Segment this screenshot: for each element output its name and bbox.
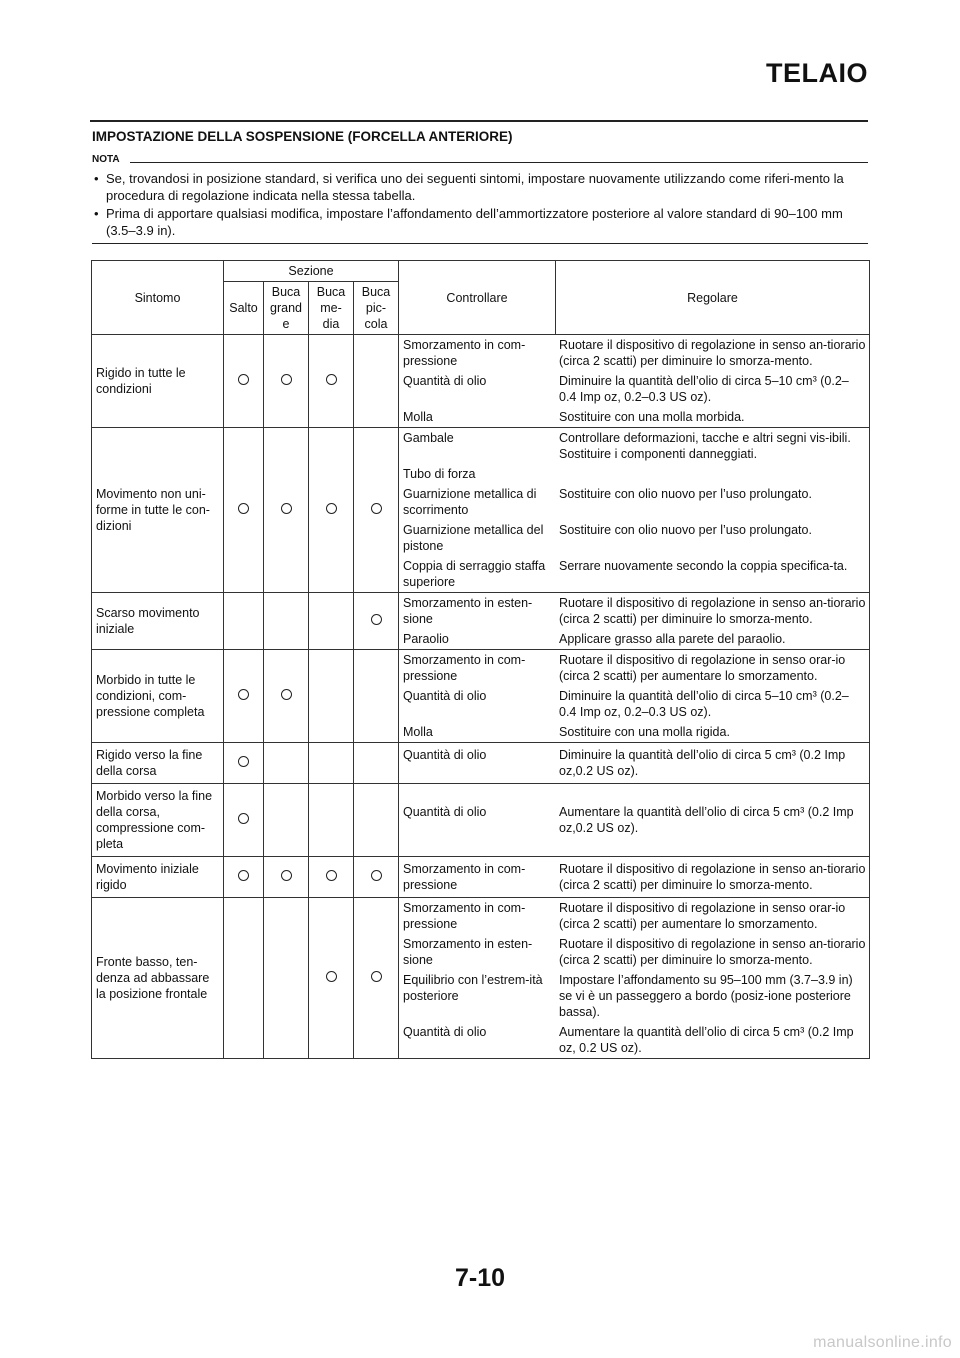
check-regolare: Ruotare il dispositivo di regolazione in senso an-tiorario (circa 2 scatti) per diminuire lo smorza-mento.: [559, 596, 866, 626]
header-buca-media: Buca me- dia: [309, 282, 354, 335]
check-item: [399, 898, 869, 934]
circle-mark-icon: [281, 374, 292, 385]
check-item: [399, 428, 869, 464]
section-mark-cell: [264, 428, 309, 593]
section-mark-cell: [309, 898, 354, 1059]
check-item: [399, 934, 869, 970]
header-controllare: Controllare: [399, 261, 556, 335]
check-item: [399, 464, 869, 484]
check-controllare: Molla: [403, 410, 433, 424]
section-mark-cell: [224, 784, 264, 857]
checks-cell: [399, 593, 870, 650]
section-mark-cell: [264, 743, 309, 784]
section-mark-cell: [354, 650, 399, 743]
check-controllare: Equilibrio con l’estrem-ità posteriore: [403, 973, 543, 1003]
check-controllare: Quantità di olio: [403, 374, 487, 388]
page-number: 7-10: [454, 1264, 506, 1292]
check-controllare: Quantità di olio: [403, 805, 487, 819]
check-regolare: Sostituire con olio nuovo per l’uso prolungato.: [559, 523, 812, 537]
circle-mark-icon: [326, 503, 337, 514]
note-item: • Se, trovandosi in posizione standard, si verifica uno dei seguenti sintomi, impostare nuovamente utilizzando come riferi-mento la procedura di regolazione indicata nella stessa tabella.: [92, 170, 868, 204]
note-item: • Prima di apportare qualsiasi modifica, impostare l’affondamento dell’ammortizzatore posteriore al valore standard di 90–100 mm (3.5–3.9 in).: [92, 205, 868, 239]
section-mark-cell: [264, 857, 309, 898]
section-mark-cell: [264, 784, 309, 857]
check-regolare: Aumentare la quantità dell’olio di circa 5 cm³ (0.2 Imp oz, 0.2 US oz).: [559, 1025, 854, 1055]
check-regolare: Ruotare il dispositivo di regolazione in senso an-tiorario (circa 2 scatti) per diminuire lo smorza-mento.: [559, 862, 866, 892]
note-divider-top: [130, 162, 868, 163]
check-controllare: Smorzamento in com-pressione: [403, 862, 526, 892]
checks-cell: [399, 428, 870, 593]
circle-mark-icon: [238, 374, 249, 385]
section-mark-cell: [224, 428, 264, 593]
section-mark-cell: [264, 650, 309, 743]
note-list: [92, 170, 868, 240]
checks-cell: [399, 335, 870, 428]
check-item: [399, 556, 869, 592]
checks-cell: [399, 650, 870, 743]
check-item: [399, 484, 869, 520]
table-row: [92, 428, 870, 593]
section-mark-cell: [224, 593, 264, 650]
check-controllare: Smorzamento in com-pressione: [403, 653, 526, 683]
section-mark-cell: [224, 650, 264, 743]
check-item: [399, 722, 869, 742]
check-regolare: Ruotare il dispositivo di regolazione in senso orar-io (circa 2 scatti) per aumentare lo smorzamento.: [559, 901, 846, 931]
symptom-cell: Movimento iniziale rigido: [92, 857, 224, 898]
check-item: [399, 686, 869, 722]
suspension-settings-table: [91, 260, 870, 1059]
section-mark-cell: [354, 428, 399, 593]
check-controllare: Smorzamento in com-pressione: [403, 901, 526, 931]
header-regolare: Regolare: [556, 261, 870, 335]
check-regolare: [559, 466, 866, 482]
header-buca-grande: Buca grand e: [264, 282, 309, 335]
symptom-cell: Fronte basso, ten-denza ad abbassare la posizione frontale: [92, 898, 224, 1059]
circle-mark-icon: [326, 971, 337, 982]
circle-mark-icon: [326, 374, 337, 385]
check-regolare: Aumentare la quantità dell’olio di circa 5 cm³ (0.2 Imp oz,0.2 US oz).: [559, 805, 854, 835]
check-regolare: Diminuire la quantità dell’olio di circa 5–10 cm³ (0.2–0.4 Imp oz, 0.2–0.3 US oz).: [559, 374, 849, 404]
header-salto: Salto: [224, 282, 264, 335]
section-mark-cell: [354, 898, 399, 1059]
check-controllare: Gambale: [403, 431, 454, 445]
header-buca-piccola: Buca pic- cola: [354, 282, 399, 335]
circle-mark-icon: [281, 870, 292, 881]
section-mark-cell: [224, 857, 264, 898]
circle-mark-icon: [238, 813, 249, 824]
circle-mark-icon: [371, 614, 382, 625]
check-controllare: Quantità di olio: [403, 748, 487, 762]
circle-mark-icon: [281, 689, 292, 700]
section-mark-cell: [354, 857, 399, 898]
check-item: [399, 371, 869, 407]
section-mark-cell: [354, 743, 399, 784]
check-item: [399, 802, 869, 838]
check-controllare: Smorzamento in esten-sione: [403, 937, 533, 967]
check-regolare: Impostare l’affondamento su 95–100 mm (3.7–3.9 in) se vi è un passeggero a bordo (posiz-ione posteriore bassa).: [559, 973, 853, 1019]
section-mark-cell: [354, 784, 399, 857]
circle-mark-icon: [281, 503, 292, 514]
check-controllare: Quantità di olio: [403, 1025, 487, 1039]
check-item: [399, 1022, 869, 1058]
check-regolare: Diminuire la quantità dell’olio di circa 5–10 cm³ (0.2–0.4 Imp oz, 0.2–0.3 US oz).: [559, 689, 849, 719]
check-item: [399, 859, 869, 895]
check-regolare: Controllare deformazioni, tacche e altri segni vis-ibili. Sostituire i componenti danneggiati.: [559, 431, 851, 461]
section-mark-cell: [309, 857, 354, 898]
check-item: [399, 520, 869, 556]
check-item: [399, 335, 869, 371]
section-mark-cell: [354, 335, 399, 428]
table-row: [92, 335, 870, 428]
table-row: [92, 743, 870, 784]
table-row: [92, 650, 870, 743]
circle-mark-icon: [238, 503, 249, 514]
symptom-cell: Morbido in tutte le condizioni, com-pressione completa: [92, 650, 224, 743]
check-item: [399, 593, 869, 629]
symptom-cell: Morbido verso la fine della corsa, compressione com-pleta: [92, 784, 224, 857]
section-mark-cell: [309, 428, 354, 593]
check-regolare: Ruotare il dispositivo di regolazione in senso orar-io (circa 2 scatti) per aumentare lo smorzamento.: [559, 653, 846, 683]
section-mark-cell: [309, 335, 354, 428]
section-mark-cell: [309, 593, 354, 650]
section-mark-cell: [224, 898, 264, 1059]
check-regolare: Sostituire con una molla morbida.: [559, 410, 745, 424]
check-controllare: Tubo di forza: [403, 467, 476, 481]
note-label: NOTA: [92, 154, 120, 165]
section-mark-cell: [264, 898, 309, 1059]
check-regolare: Ruotare il dispositivo di regolazione in senso an-tiorario (circa 2 scatti) per diminuire lo smorza-mento.: [559, 937, 866, 967]
section-mark-cell: [309, 784, 354, 857]
section-mark-cell: [264, 593, 309, 650]
check-item: [399, 407, 869, 427]
section-mark-cell: [309, 743, 354, 784]
check-controllare: Coppia di serraggio staffa superiore: [403, 559, 546, 589]
section-mark-cell: [224, 335, 264, 428]
note-divider-bottom: [92, 243, 868, 244]
check-controllare: Smorzamento in com-pressione: [403, 338, 526, 368]
checks-cell: [399, 857, 870, 898]
check-regolare: Diminuire la quantità dell’olio di circa 5 cm³ (0.2 Imp oz,0.2 US oz).: [559, 748, 846, 778]
check-item: [399, 970, 869, 1022]
checks-cell: [399, 784, 870, 857]
check-controllare: Guarnizione metallica di scorrimento: [403, 487, 537, 517]
check-regolare: Sostituire con olio nuovo per l’uso prolungato.: [559, 487, 812, 501]
section-mark-cell: [309, 650, 354, 743]
circle-mark-icon: [371, 870, 382, 881]
page-title: TELAIO: [766, 58, 868, 88]
circle-mark-icon: [238, 870, 249, 881]
check-item: [399, 745, 869, 781]
check-item: [399, 650, 869, 686]
check-regolare: Sostituire con una molla rigida.: [559, 725, 730, 739]
circle-mark-icon: [326, 870, 337, 881]
header-divider: [90, 120, 868, 122]
check-item: [399, 629, 869, 649]
header-sezione: Sezione: [224, 261, 399, 282]
symptom-cell: Movimento non uni-forme in tutte le con-dizioni: [92, 428, 224, 593]
section-mark-cell: [354, 593, 399, 650]
table-row: [92, 784, 870, 857]
circle-mark-icon: [238, 689, 249, 700]
circle-mark-icon: [371, 971, 382, 982]
check-controllare: Paraolio: [403, 632, 449, 646]
checks-cell: [399, 898, 870, 1059]
section-title: IMPOSTAZIONE DELLA SOSPENSIONE (FORCELLA ANTERIORE): [92, 129, 513, 144]
table-row: [92, 593, 870, 650]
check-controllare: Smorzamento in esten-sione: [403, 596, 533, 626]
circle-mark-icon: [371, 503, 382, 514]
check-controllare: Guarnizione metallica del pistone: [403, 523, 544, 553]
symptom-cell: Scarso movimento iniziale: [92, 593, 224, 650]
check-regolare: Serrare nuovamente secondo la coppia specifica-ta.: [559, 559, 848, 573]
circle-mark-icon: [238, 756, 249, 767]
table-row: [92, 857, 870, 898]
footer-watermark: manualsonline.info: [813, 1334, 952, 1351]
header-sintomo: Sintomo: [92, 261, 224, 335]
check-regolare: Applicare grasso alla parete del paraolio.: [559, 632, 786, 646]
check-controllare: Quantità di olio: [403, 689, 487, 703]
symptom-cell: Rigido in tutte le condizioni: [92, 335, 224, 428]
check-regolare: Ruotare il dispositivo di regolazione in senso an-tiorario (circa 2 scatti) per diminuire lo smorza-mento.: [559, 338, 866, 368]
checks-cell: [399, 743, 870, 784]
table-row: [92, 898, 870, 1059]
section-mark-cell: [264, 335, 309, 428]
symptom-cell: Rigido verso la fine della corsa: [92, 743, 224, 784]
section-mark-cell: [224, 743, 264, 784]
check-controllare: Molla: [403, 725, 433, 739]
